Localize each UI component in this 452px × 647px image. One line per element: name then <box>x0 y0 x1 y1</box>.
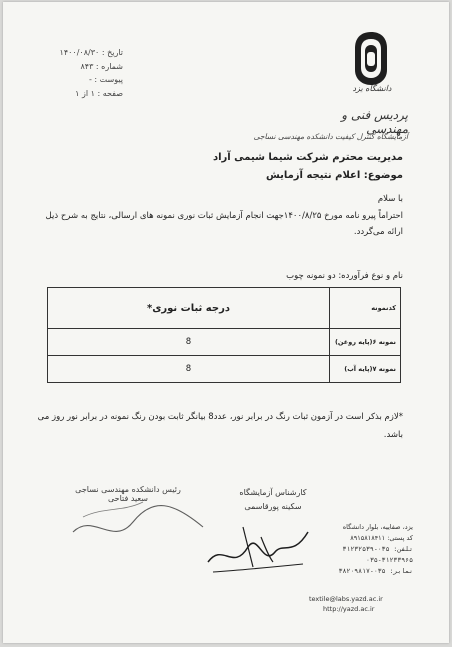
expert-signature-icon <box>203 512 313 582</box>
meta-page: صفحه : ۱ از ۱ <box>75 88 123 98</box>
stamp-signature-icon <box>63 472 213 562</box>
subject: موضوع: اعلام نتیجه آزمایش <box>265 170 403 181</box>
header-code: کدنمونه <box>330 288 401 329</box>
addressee: مدیریت محترم شرکت شیما شیمی آراد <box>212 152 403 163</box>
meta-date: تاریخ : ۱۴۰۰/۰۸/۳۰ <box>59 48 123 57</box>
contact-fax: نمابر: ۰۳۵-۳۸۲۰۹۸۱۷ <box>338 567 413 575</box>
contact-address: یزد، صفاییه، بلوار دانشگاه <box>342 523 413 531</box>
footnote: *لازم بذکر است در آزمون ثبات رنگ در برابر نور، عدد8 بیانگر ثابت بودن رنگ نمونه در برابر نور روز می باشد. <box>37 412 403 440</box>
header-lightfastness: درجه ثبات نوری* <box>48 288 330 329</box>
contact-email[interactable]: textile@labs.yazd.ac.ir <box>309 595 383 603</box>
lab-expert-title: کارشناس آزمایشگاه <box>239 488 307 497</box>
college-name: پردیس فنی و مهندسی <box>341 108 408 136</box>
sample-description: نام و نوع فرآورده: دو نمونه چوب <box>286 271 403 281</box>
dean-name: سعید فتاحی <box>107 494 148 503</box>
sample-code: نمونه ۶(پایه روغن) <box>330 329 401 356</box>
table-row <box>48 329 401 356</box>
university-logo-icon <box>351 30 391 88</box>
dean-title: رئیس دانشکده مهندسی نساجی <box>75 485 181 494</box>
letter-body: احتراماً پیرو نامه مورخ ۱۴۰۰/۸/۲۵جهت انجام آزمایش ثبات نوری نمونه های ارسالی، نتایج به شرح ذیل ارائه می‌گردد. <box>45 211 403 237</box>
contact-phone-2: ۰۳۵-۳۱۲۳۳۹۶۵ <box>366 556 413 564</box>
university-name: دانشگاه یزد <box>352 84 392 93</box>
letter-meta <box>43 46 123 100</box>
contact-postal: کد پستی: ۸۹۱۵۸۱۸۴۱۱ <box>350 534 413 542</box>
contact-info <box>303 522 413 577</box>
lab-name: آزمایشگاه کنترل کیفیت دانشکده مهندسی نساجی <box>253 132 408 141</box>
lab-expert-name: سکینه پورقاسمی <box>244 502 302 511</box>
table-header-row <box>48 288 401 329</box>
lab-expert-signature-block <box>211 486 335 514</box>
greeting: با سلام <box>377 194 403 204</box>
contact-website[interactable]: http://yazd.ac.ir <box>323 605 375 613</box>
results-table <box>47 287 401 383</box>
lightfastness-value: 8 <box>48 356 330 383</box>
table-row <box>48 356 401 383</box>
meta-number: شماره : ۸۴۳ <box>80 61 123 71</box>
sample-code: نمونه ۷(پایه آب) <box>330 356 401 383</box>
letter-page <box>3 2 449 643</box>
meta-attachment: پیوست : - <box>89 75 123 84</box>
lightfastness-value: 8 <box>48 329 330 356</box>
contact-phone: تلفن: ۰۳۵-۳۱۲۳۲۵۳۹ <box>342 545 413 553</box>
